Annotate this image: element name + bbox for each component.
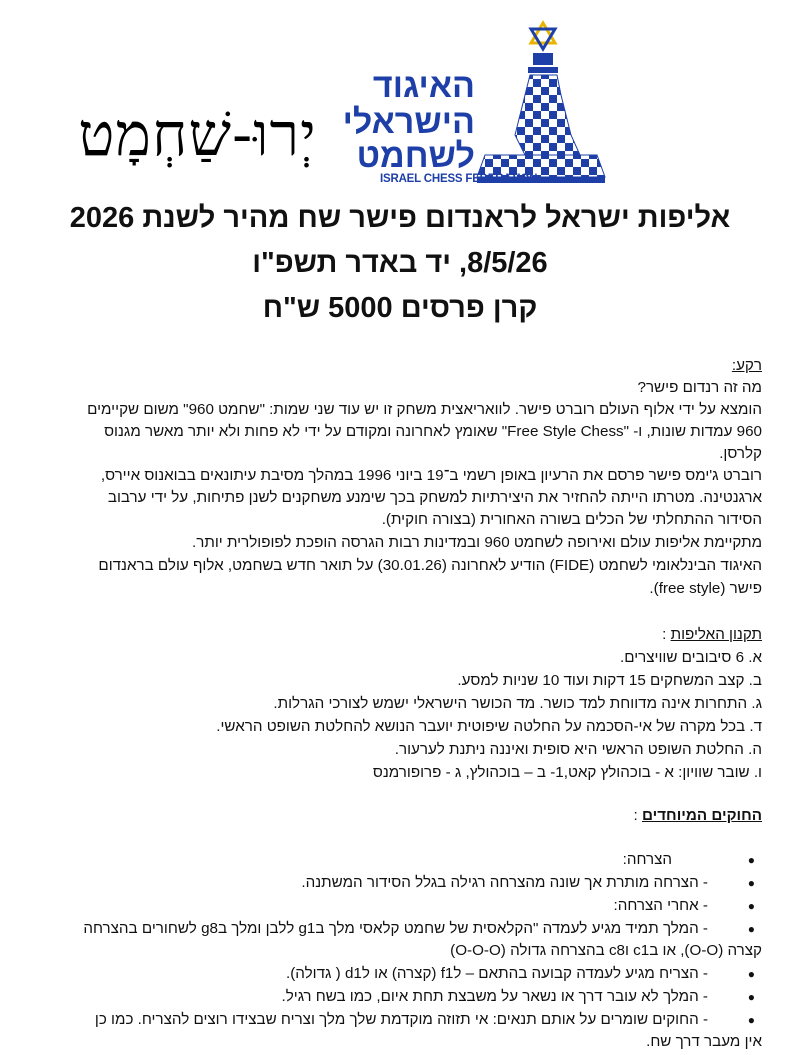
regulation-item: ו. שובר שוויון: א - בוכהולץ קאט,1- ב – בוכהולץ, ג - פרופורמנס xyxy=(372,764,762,781)
paragraph-line: 960 עמדות שונות, ו- "Free Style Chess" שאומץ לאחרונה ומקודם על ידי לא פחות ולא יותר מאשר מגנוס xyxy=(104,423,762,440)
regulation-item: ד. בכל מקרה של אי-הסכמה על החלטה שיפוטית יועבר הנושא להחלטת השופט הראשי. xyxy=(216,718,762,735)
paragraph-line: פישר (free style). xyxy=(649,580,762,597)
regulation-item: ב. קצב המשחקים 15 דקות ועוד 10 שניות למסע. xyxy=(457,672,762,689)
paragraph-line: הסידור ההתחלתי של הכלים בשורה האחורית (בצורה חוקית). xyxy=(381,511,762,528)
rule-line: - הצריח מגיע לעמדה קבועה בהתאם – לf1 (קצרה) או לd1 ( גדולה). xyxy=(286,965,708,982)
bullet-icon: ● xyxy=(747,1013,755,1027)
rule-line: - אחרי הצרחה: xyxy=(613,897,708,914)
rule-line: - המלך לא עובר דרך או נשאר על משבצת תחת איום, כמו בשח רגיל. xyxy=(281,988,708,1005)
page-title: אליפות ישראל לראנדום פישר שח מהיר לשנת 2026 xyxy=(69,202,731,234)
rule-line: - המלך תמיד מגיע לעמדה "הקלאסית של שחמט קלאסי מלך בg1 ללבן ומלך בg8 לשחורים בהצרחה xyxy=(83,920,708,937)
federation-logo xyxy=(342,15,615,193)
bullet-icon: ● xyxy=(747,922,755,936)
jeru-chess-logo: יְרוּ-שַׁחְמָט xyxy=(78,100,317,170)
paragraph-line: מה זה רנדום פישר? xyxy=(637,379,762,396)
rule-line: - החוקים שומרים על אותם תנאים: אי תזוזה מוקדמת שלך מלך וצריח שבצידו רוצים להצריח. כמו כן xyxy=(94,1011,708,1028)
regulation-item: א. 6 סיבובים שוויצרים. xyxy=(619,649,762,666)
star-icon xyxy=(531,23,555,49)
regulation-item: ג. התחרות אינה מדווחת למד כושר. מד הכושר הישראלי ישמש לצורכי הגרלות. xyxy=(273,695,762,712)
paragraph-line: הומצא על ידי אלוף העולם רוברט פישר. לוואריאצית משחק זו יש עוד שני שמות: "שחמט 960" משום שקיימים xyxy=(87,401,762,418)
regulations-heading-text: תקנון האליפות xyxy=(670,626,762,643)
event-date: 8/5/26, יד באדר תשפ"ו xyxy=(252,247,548,279)
paragraph-line: מתקיימת אליפות עולם ואירופה לשחמט 960 ובמדינות רבות הגרסה הופכת לפופולרית יותר. xyxy=(192,534,762,551)
paragraph-line: האיגוד הבינלאומי לשחמט (FIDE) הודיע לאחרונה (30.01.26) על תואר חדש בשחמט, אלוף עולם בראנדום xyxy=(98,557,762,574)
paragraph-line: רוברט ג'ימס פישר פרסם את הרעיון באופן רשמי ב־19 ביוני 1996 במהלך מסיבת עיתונאים בבואנוס איירס, xyxy=(100,467,762,484)
bullet-icon: ● xyxy=(747,967,755,981)
section-heading-special-rules xyxy=(634,807,762,824)
bullet-icon: ● xyxy=(747,853,755,867)
federation-english-name: ISRAEL CHESS FEDERATION xyxy=(380,173,538,185)
federation-name-line: האיגוד xyxy=(372,67,475,105)
federation-name-line: הישראלי xyxy=(342,103,475,141)
rule-line: אין מעבר דרך שח. xyxy=(646,1033,762,1050)
special-rules-heading-text: החוקים המיוחדים xyxy=(642,807,762,824)
bullet-icon: ● xyxy=(747,899,755,913)
section-heading-regulations xyxy=(662,626,762,643)
prize-fund: קרן פרסים 5000 ש"ח xyxy=(262,292,538,324)
paragraph-line: קלרסן. xyxy=(719,445,762,462)
bullet-icon: ● xyxy=(747,990,755,1004)
rule-line: - הצרחה מותרת אך שונה מהצרחה רגילה בגלל הסידור המשתנה. xyxy=(301,874,708,891)
heading-colon: : xyxy=(662,626,671,643)
bullet-icon: ● xyxy=(747,876,755,890)
heading-colon: : xyxy=(633,807,642,824)
rule-line: קצרה (O-O), או בc1 וc8 בהצרחה גדולה (O-O-O) xyxy=(450,942,762,959)
regulation-item: ה. החלטת השופט הראשי היא סופית ואיננה ניתנת לערעור. xyxy=(394,741,762,758)
section-heading-background: רקע: xyxy=(731,357,762,374)
rule-line: הצרחה: xyxy=(622,851,672,868)
paragraph-line: ארגנטינה. מטרתו הייתה להחזיר את היצירתיות למשחק בכך שימנע משחקנים לשנן פתיחות, על ידי ערבוב xyxy=(107,489,762,506)
federation-name-line: לשחמט xyxy=(356,137,475,175)
